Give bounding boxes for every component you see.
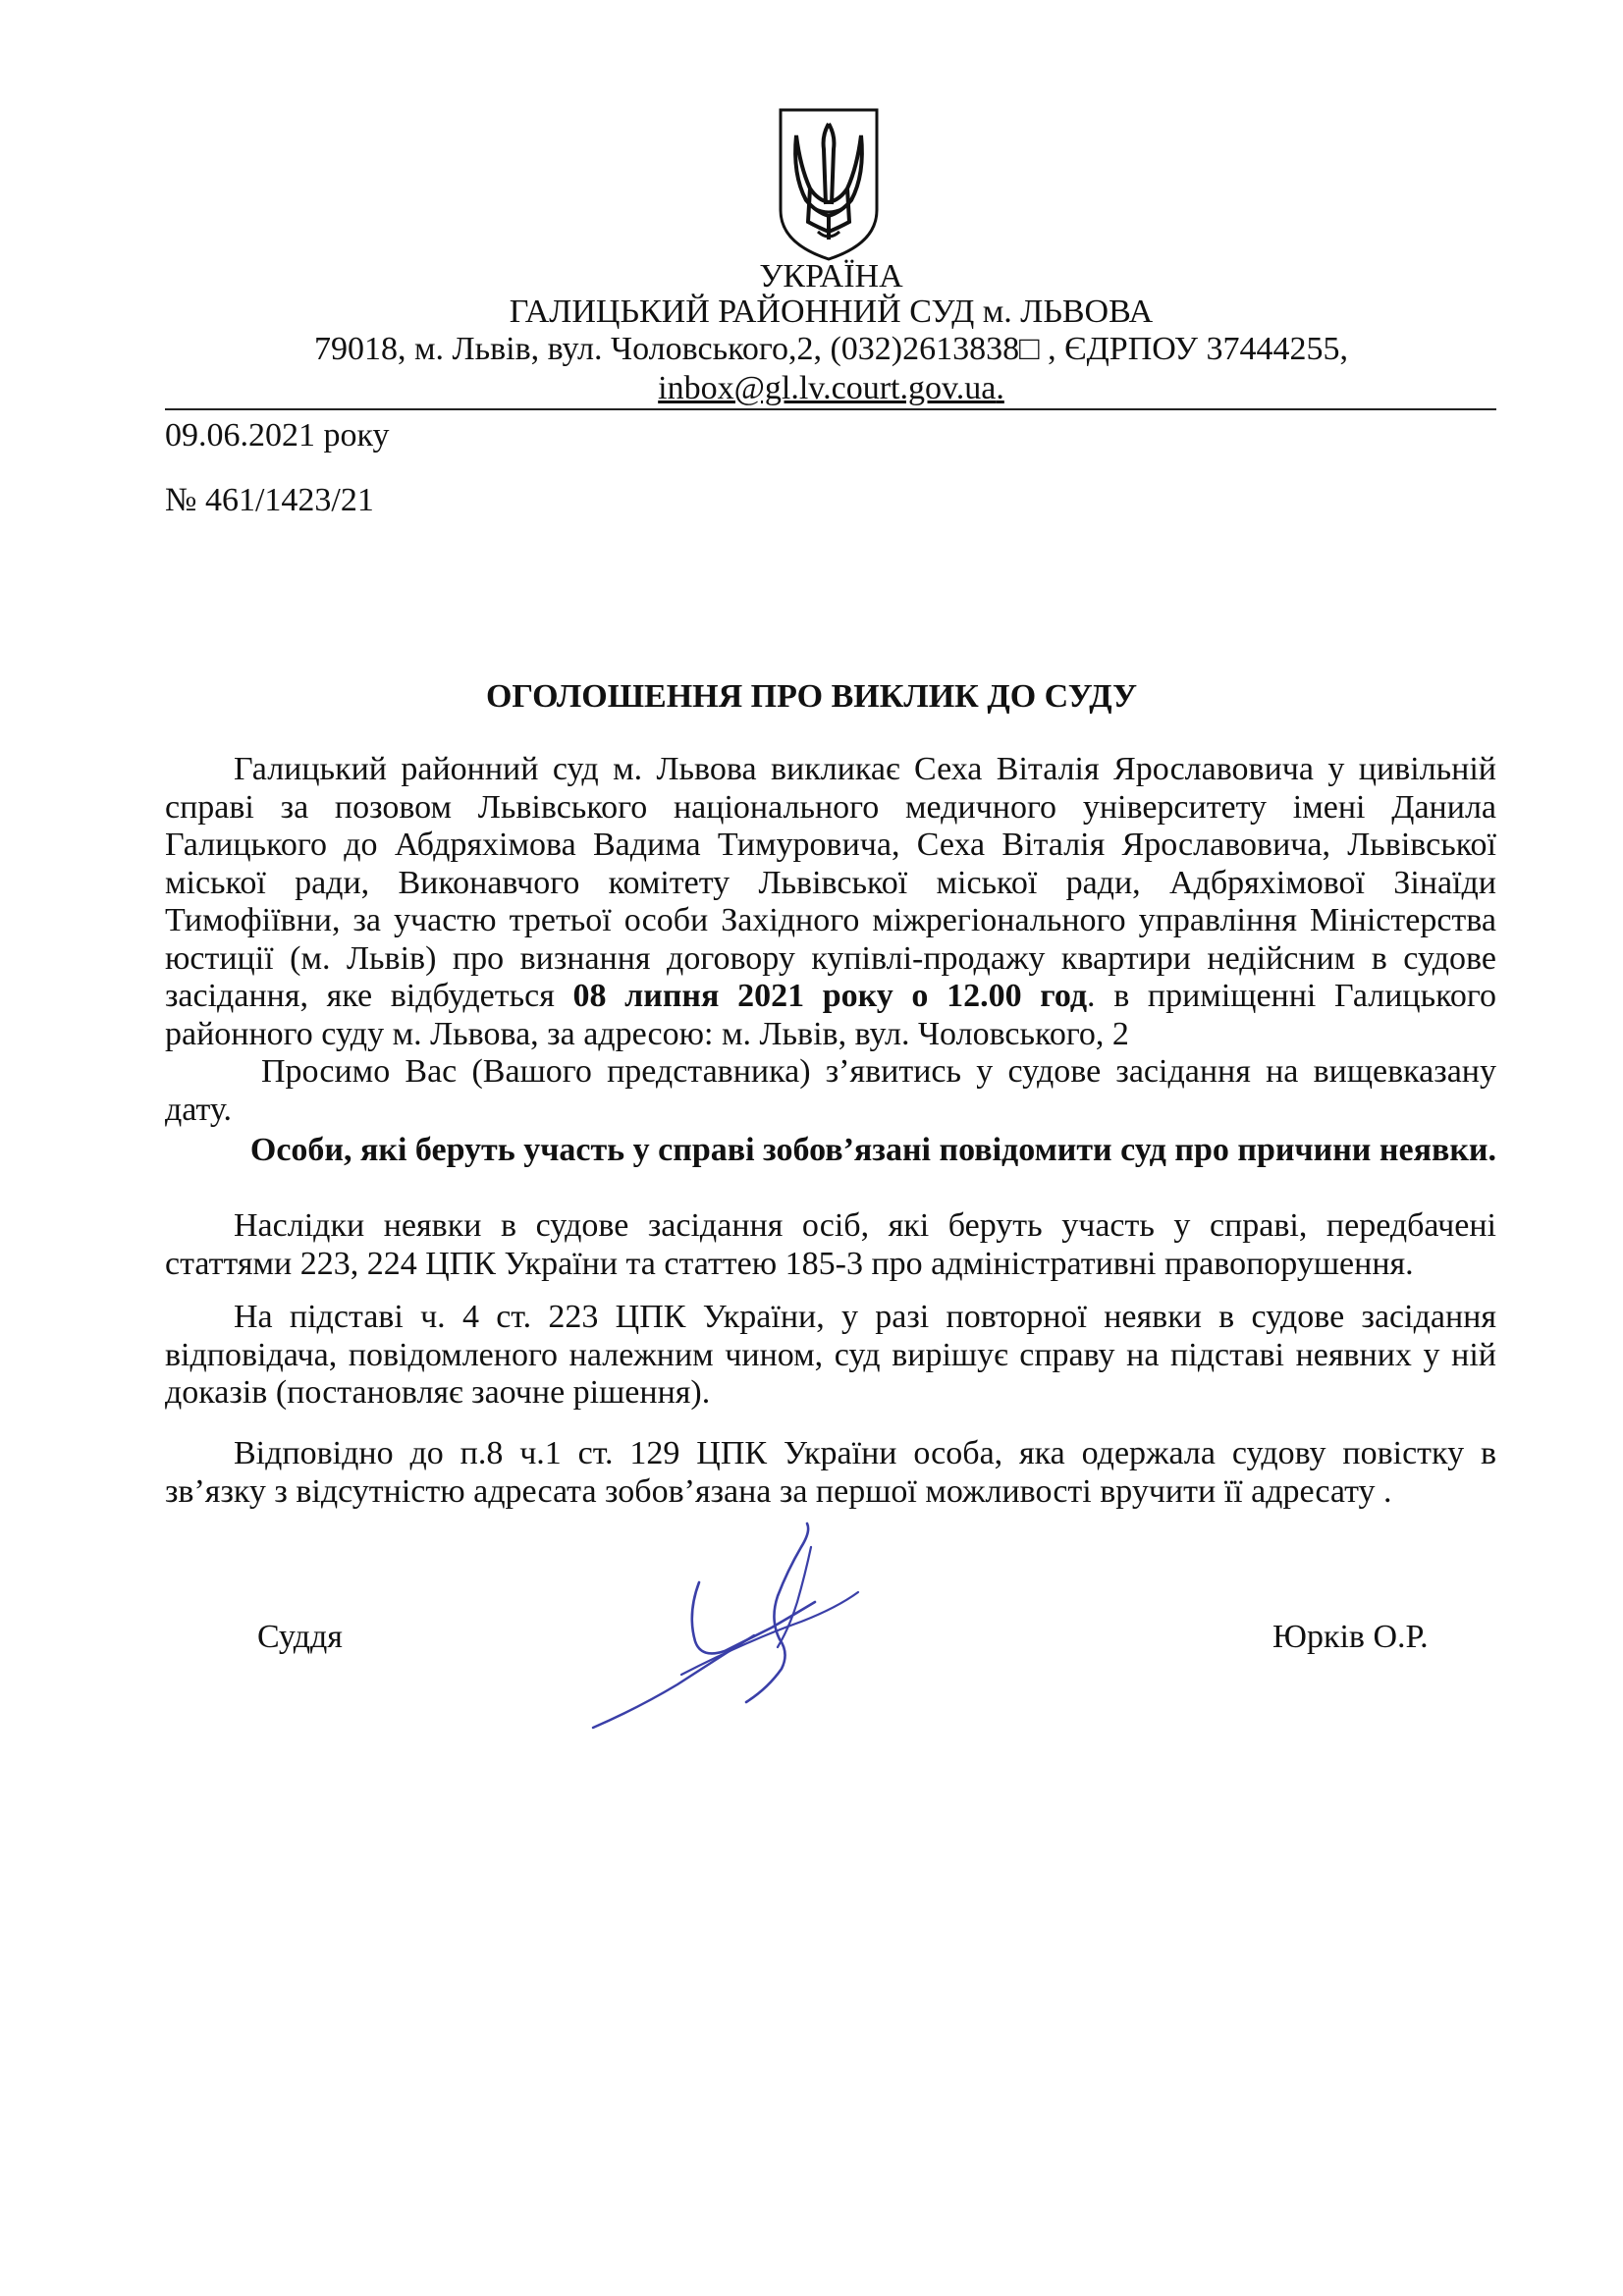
handwritten-signature xyxy=(579,1512,884,1737)
trident-emblem-icon xyxy=(775,106,883,263)
paragraph-summons-text: Галицький районний суд м. Львова викликає Сеха Віталія Ярославовича у цивільній справі за позовом Львівського національного медичного університету імені Данила Галицького до Абдряхімова Вадима Тимуровича, Сеха Віталія Ярославовича, Львівської міської ради, Виконавчого комітету Львівської міської ради, Адбряхімової Зінаїди Тимофіївни, за участю третьої особи Західного міжрегіонального управління Міністерства юстиції (м. Львів) про визнання договору купівлі-продажу квартири недійсним в судове засідання, яке відбудеться xyxy=(165,751,1496,1014)
paragraph-consequences: Наслідки неявки в судове засідання осіб, які беруть участь у справі, передбачені статтями 223, 224 ЦПК України та статтею 185-3 про адміністративні правопорушення. xyxy=(165,1207,1496,1282)
signature-name: Юрків О.Р. xyxy=(1272,1619,1429,1655)
document-date: 09.06.2021 року xyxy=(165,417,390,454)
paragraph-default-judgment: На підставі ч. 4 ст. 223 ЦПК України, у разі повторної неявки в судове засідання відповідача, повідомленого належним чином, суд вирішує справу на підставі неявних у ній доказів (постановляє заочне рішення). xyxy=(165,1299,1496,1411)
header-email-line xyxy=(20,369,1623,408)
header-court-name: ГАЛИЦЬКИЙ РАЙОННИЙ СУД м. ЛЬВОВА xyxy=(509,294,1154,330)
hearing-datetime: 08 липня 2021 року о 12.00 год xyxy=(572,978,1088,1014)
header-email-period: . xyxy=(996,370,1004,406)
paragraph-request: Просимо Вас (Вашого представника) з’явитись у судове засідання на вищевказану дату. xyxy=(165,1053,1496,1128)
signature-role: Суддя xyxy=(257,1619,343,1655)
header-email-link[interactable]: inbox@gl.lv.court.gov.ua xyxy=(658,370,997,406)
header-divider xyxy=(165,408,1496,410)
header-country: УКРАЇНА xyxy=(759,258,903,294)
paragraph-summons xyxy=(165,751,1496,1053)
header-address: 79018, м. Львів, вул. Чоловського,2, (032)2613838□ , ЄДРПОУ 37444255, xyxy=(314,331,1348,367)
paragraph-obligation: Особи, які беруть участь у справі зобов’язані повідомити суд про причини неявки. xyxy=(249,1132,1496,1168)
paragraph-summons-location: . в приміщенні Галицького районного суду м. Львова, за адресою: м. Львів, вул. Чоловського, 2 xyxy=(165,978,1496,1052)
paragraph-delivery: Відповідно до п.8 ч.1 ст. 129 ЦПК України особа, яка одержала судову повістку в зв’язку з відсутністю адресата зобов’язана за першої можливості вручити її адресату . xyxy=(165,1435,1496,1510)
document-title: ОГОЛОШЕННЯ ПРО ВИКЛИК ДО СУДУ xyxy=(485,678,1138,715)
document-number: № 461/1423/21 xyxy=(165,482,374,518)
